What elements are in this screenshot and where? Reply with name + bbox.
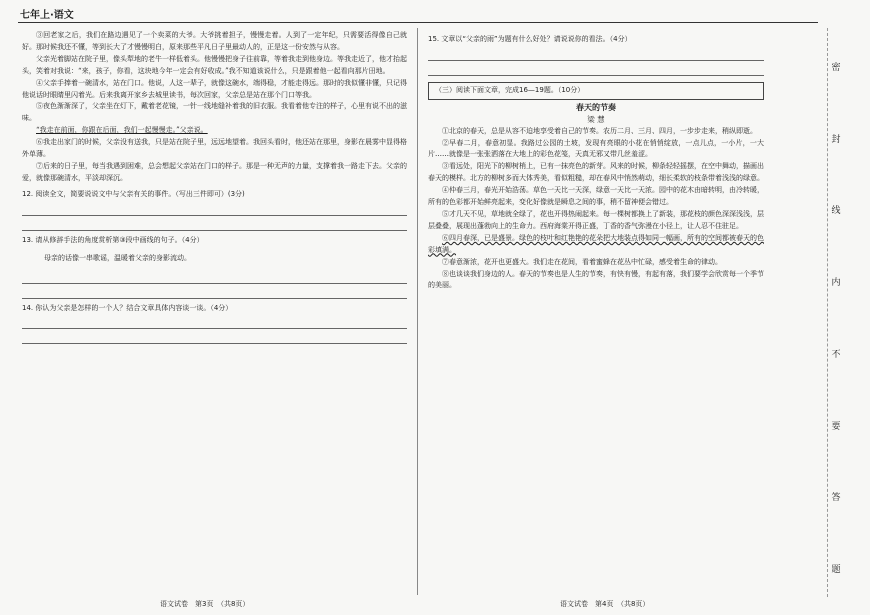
page-header-title: 七年上·语文 xyxy=(20,10,74,21)
question-15: 15. 文章以“父亲的雨”为题有什么好处？请说说你的看法。（4分） xyxy=(428,35,632,43)
passage-paragraph: ⑦后来的日子里，每当我遇到困难，总会想起父亲站在门口的样子。那是一种无声的力量，支撑着我一路走下去。父亲的爱，就像那碗清水，平淡却深沉。 xyxy=(22,161,407,182)
passage-paragraph: ③回老家之后，我们在路边遇见了一个卖菜的大爷。大爷挑着担子，慢慢走着。人到了一定年纪，只需要活得像自己就好。那时候我还不懂，等到长大了才慢慢明白，原来那些平凡日子里最动人的，正是这一份安然与从容。 xyxy=(22,31,407,51)
article-title: 春天的节奏 xyxy=(576,101,616,112)
binding-char: 题 xyxy=(831,564,841,575)
right-column xyxy=(428,30,764,597)
passage-paragraph: ⑥我走出家门的时候，父亲没有送我，只是站在院子里，远远地望着。我回头看时，他还站在那里，身影在晨雾中显得格外单薄。 xyxy=(22,138,407,159)
right-page-footer: 语文试卷 第4页 （共8页） xyxy=(560,600,650,608)
answer-line[interactable] xyxy=(428,46,764,61)
answer-line[interactable] xyxy=(428,61,764,76)
passage-paragraph: ⑤夜色渐渐深了，父亲坐在灯下，戴着老花镜，一针一线地缝补着我的旧衣服。我看着他专注的样子，心里有说不出的滋味。 xyxy=(22,102,407,123)
binding-char: 封 xyxy=(831,134,841,145)
passage-paragraph: ④父亲手捧着一碗清水，站在门口。他说，人这一辈子，就像这碗水，端得稳，才能走得远。那时的我似懂非懂，只记得他说话时眼睛里闪着光。后来我离开家乡去城里读书，每次回家，父亲总是站在那个门口等我。 xyxy=(22,78,407,99)
article-paragraph: ⑤才几天不见，草地就全绿了，花也开得热闹起来。每一棵树都换上了新装，那花枝的颜色深深浅浅，层层叠叠，展现出蓬勃向上的生命力。西府海棠开得正盛，丁香的香气弥漫在小径上，让人忍不住驻足。 xyxy=(428,209,764,230)
article-author: 梁 慧 xyxy=(587,114,605,124)
left-page-footer: 语文试卷 第3页 （共8页） xyxy=(160,600,250,608)
answer-line[interactable] xyxy=(22,269,407,284)
binding-char: 线 xyxy=(831,206,841,217)
left-column xyxy=(22,30,407,597)
question-14: 14. 你认为父亲是怎样的一个人？结合文章具体内容谈一谈。（4分） xyxy=(22,303,233,312)
answer-line[interactable] xyxy=(22,284,407,299)
question-13-quote: 母亲的话像一串歌谣，温暖着父亲的身影流动。 xyxy=(44,253,191,262)
underlined-sentence: “我走在前面，你跟在后面，我们一起慢慢走。”父亲说。 xyxy=(36,126,208,135)
article-paragraph: ③看远处，阳光下的柳树梢上，已有一抹亮色的新芽。风来的时候，柳条轻轻摇摆，在空中舞动，描画出春天的模样。北方的柳树多而大体秀美，看似粗糙，却在春风中悄然萌动，细长柔软的枝条带着浅浅的绿意。 xyxy=(428,162,764,183)
binding-char: 内 xyxy=(831,278,841,289)
answer-line[interactable] xyxy=(22,216,407,231)
answer-line[interactable] xyxy=(22,201,407,216)
article-paragraph: ①北京的春天，总是从容不迫地享受着自己的节奏。农历二月、三月、四月，一步步走来，稍纵即逝。 xyxy=(442,126,757,135)
article-paragraph: ⑧也谈谈我们身边的人。春天的节奏也是人生的节奏，有快有慢，有起有落，我们要学会欣赏每一个季节的美丽。 xyxy=(428,269,764,290)
binding-char: 密 xyxy=(831,63,841,73)
question-13: 13. 请从修辞手法的角度赏析第③段中画线的句子。（4分） xyxy=(22,235,204,244)
article-paragraph: ②早春二月，春意初显。我路过公园的土坡，发现有亮眼的小花在悄悄绽放，一点儿点，一小片，一大片……就像是一张张洒落在大地上的彩色花笺，天真无邪又带几丝羞涩。 xyxy=(428,138,764,159)
answer-line[interactable] xyxy=(22,329,407,344)
binding-char: 要 xyxy=(831,421,841,432)
binding-char: 不 xyxy=(831,349,841,360)
header-rule xyxy=(18,22,818,23)
article-paragraph: ④仲春三月，春光开始浩荡。草色一天比一天深，绿意一天比一天浓。园中的花木由暗转明，由冷转暖，所有的色彩都开始鲜亮起来，变化好像就是瞬息之间的事，稍不留神便会错过。 xyxy=(428,186,764,207)
binding-char: 答 xyxy=(831,493,841,504)
question-12: 12. 阅读全文，简要说说文中与父亲有关的事件。（写出三件即可）(3分) xyxy=(22,189,245,198)
passage-paragraph: 父亲光着脚站在院子里，像头犁地的老牛一样低着头。他慢慢把身子往前靠，等着我走到他身边。等我走近了，他才抬起头，笑着对我说：“来，孩子，你看，这块地今年一定会有好收成。”我不知道该说什么，只是跟着他一起看向那片田地。 xyxy=(22,54,407,75)
article-paragraph: ⑦春意渐浓，花开也更盛大。我们走在花间，看着蜜蜂在花丛中忙碌，感受着生命的律动。 xyxy=(442,257,722,266)
binding-warning xyxy=(828,60,844,575)
section-3-heading: （三）阅读下面文章，完成16—19题。（10分） xyxy=(428,82,764,100)
column-divider xyxy=(417,28,418,595)
wavy-underlined-paragraph: ⑥四月春深，已是盛景。绿色的枝叶和红艳艳的花朵把大地装点得如同一幅画，所有的空间都被春天的色彩填满。 xyxy=(428,233,764,254)
answer-line[interactable] xyxy=(22,314,407,329)
